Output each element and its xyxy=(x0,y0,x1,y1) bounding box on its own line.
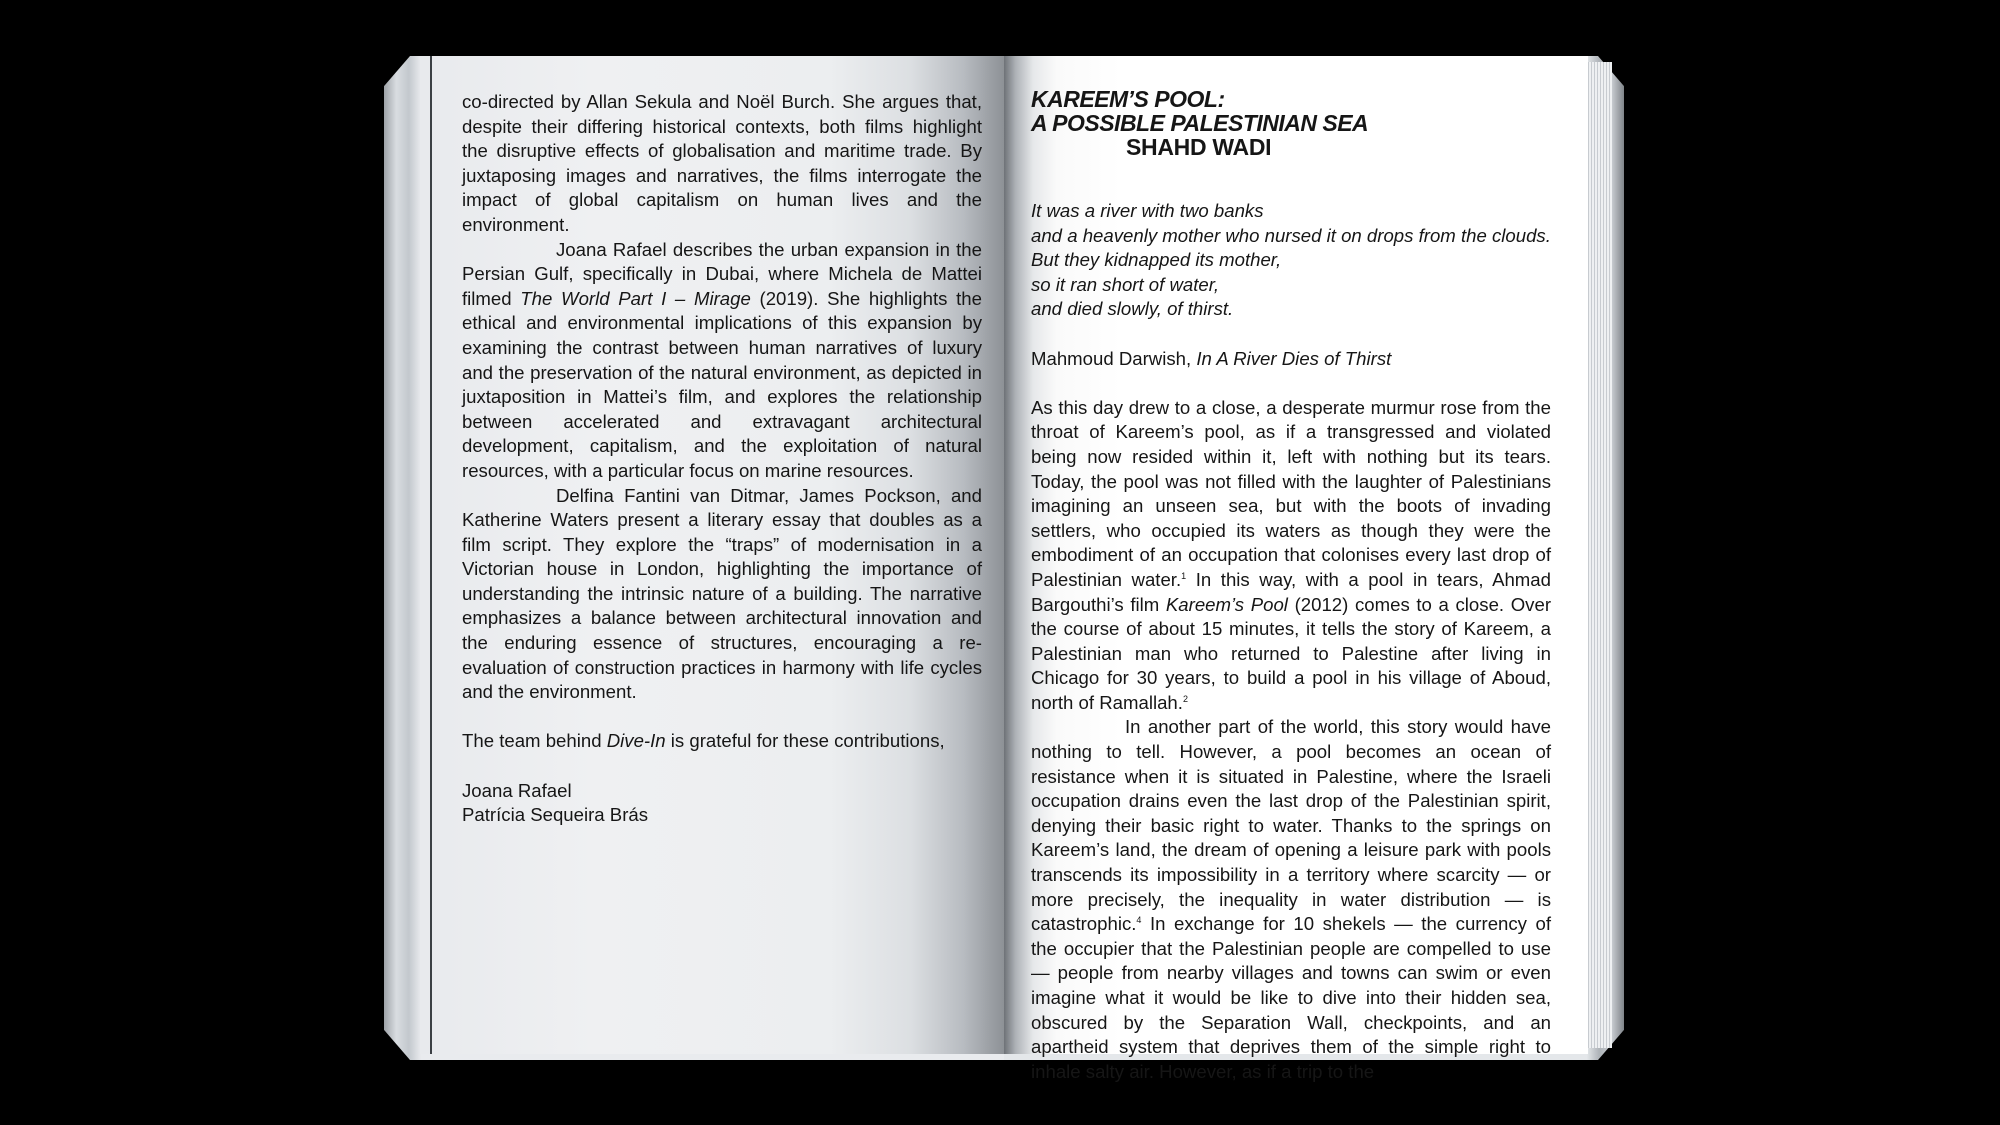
left-paragraph-2: Joana Rafael describes the urban expansion in the Persian Gulf, specifically in Dubai, where Michela de Mattei filmed The World Part I – Mirage (2019). She highlights the ethical and environmental implications of this expansion by examining the contrast between human narratives of luxury and the preservation of the natural environment, as depicted in juxtaposition in Mattei’s film, and explores the relationship between accelerated and extravagant architectural development, capitalism, and the exploitation of natural resources, with a particular focus on marine resources. xyxy=(462,238,982,481)
poem-line: But they kidnapped its mother, xyxy=(1031,249,1282,271)
left-page-text xyxy=(462,90,982,828)
signature-1: Joana Rafael xyxy=(462,779,572,801)
poem-line: and died slowly, of thirst. xyxy=(1031,298,1234,320)
footnote-marker: 4 xyxy=(1136,915,1142,926)
epigraph-poem xyxy=(1031,199,1551,322)
right-paragraph-1: As this day drew to a close, a desperate murmur rose from the throat of Kareem’s pool, as if a transgressed and violated being now resided within it, left with nothing but its tears. Today, the pool was not filled with the laughter of Palestinians imagining an unseen sea, but with the boots of invading settlers, who occupied its waters as though they were the embodiment of an occupation that colonises every last drop of Palestinian water.$^1$ In this way, with a pool in tears, Ahmad Bargouthi’s film Kareem’s Pool (2012) comes to a close. Over the course of about 15 minutes, it tells the story of Kareem, a Palestinian man who returned to Palestine after living in Chicago for 30 years, to build a pool in his village of Aboud, north of Ramallah.$^2$ xyxy=(1031,396,1552,713)
poem-line: and a heavenly mother who nursed it on drops from the clouds. xyxy=(1031,224,1551,246)
signature-2: Patrícia Sequeira Brás xyxy=(462,804,649,826)
page-edges xyxy=(1588,62,1612,1048)
poem-line: It was a river with two banks xyxy=(1031,200,1264,221)
left-paragraph-4: The team behind Dive-In is grateful for these contributions, xyxy=(462,730,945,752)
film-title: The World Part I – Mirage xyxy=(520,287,751,309)
open-book xyxy=(384,52,1624,1082)
right-page-text xyxy=(1031,88,1551,1084)
epigraph-attribution: Mahmoud Darwish, In A River Dies of Thirst xyxy=(1031,347,1392,369)
chapter-author: SHAHD WADI xyxy=(1126,134,1272,160)
left-paragraph-3: Delfina Fantini van Ditmar, James Pockson, and Katherine Waters present a literary essay that doubles as a film script. They explore the “traps” of modernisation in a Victorian house in London, highlighting the importance of understanding the intrinsic nature of a building. The narrative emphasizes a balance between architectural innovation and the enduring essence of structures, encouraging a re-evaluation of construction practices in harmony with life cycles and the environment. xyxy=(462,484,982,703)
publication-title: Dive-In xyxy=(606,730,666,752)
left-paragraph-1: co-directed by Allan Sekula and Noël Burch. She argues that, despite their differing historical contexts, both films highlight the disruptive effects of globalisation and maritime trade. By juxtaposing images and narratives, the films interrogate the impact of global capitalism on human lives and the environment. xyxy=(462,91,982,235)
chapter-title-line-1: KAREEM’S POOL: xyxy=(1031,86,1225,112)
footnote-marker: 1 xyxy=(1181,570,1187,581)
right-paragraph-2: In another part of the world, this story would have nothing to tell. However, a pool becomes an ocean of resistance when it is situated in Palestine, where the Israeli occupation drains even the last drop of the Palestinian spirit, denying their basic right to water. Thanks to the springs on Kareem’s land, the dream of opening a leisure park with pools transcends its impossibility in a territory where scarcity — or more precisely, the inequality in water distribution — is catastrophic.$^4$ In exchange for 10 shekels — the currency of the occupier that the Palestinian people are compelled to use — people from nearby villages and towns can swim or even imagine what it would be like to dive into their hidden sea, obscured by the Separation Wall, checkpoints, and an apartheid system that deprives them of the simple right to inhale salty air. However, as if a trip to the xyxy=(1031,716,1551,1082)
footnote-marker: 2 xyxy=(1182,693,1188,704)
chapter-title-line-2: A POSSIBLE PALESTINIAN SEA xyxy=(1031,109,1369,136)
poem-line: so it ran short of water, xyxy=(1031,273,1220,295)
film-title: Kareem’s Pool xyxy=(1165,593,1288,615)
